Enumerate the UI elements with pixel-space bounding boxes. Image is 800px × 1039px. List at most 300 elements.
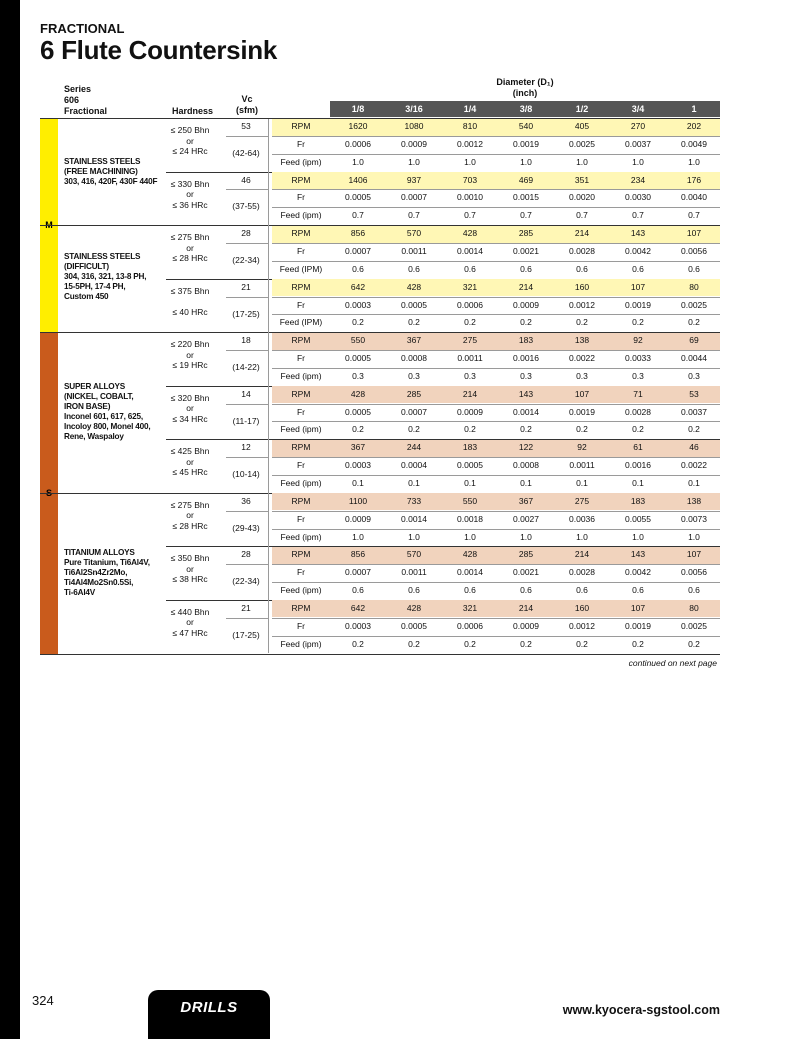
vc-divider: [226, 618, 268, 619]
hardness-cell: [166, 607, 214, 639]
vc-range: (37-55): [232, 201, 260, 212]
fr-value: 0.0006: [345, 138, 371, 149]
rpm-value: 642: [350, 281, 366, 292]
vc-separator: [268, 279, 269, 333]
fr-row-label: Fr: [296, 192, 306, 203]
vc-value: 53: [241, 121, 251, 131]
rpm-value: 46: [689, 442, 699, 453]
fr-value: 0.0008: [401, 353, 427, 364]
hardness-cell: [166, 446, 214, 478]
vc-separator: [268, 439, 269, 493]
fr-value: 0.0044: [681, 353, 707, 364]
feed-value: 0.6: [408, 263, 420, 274]
feed-value: 0.2: [576, 317, 588, 328]
feed-value: 0.1: [520, 478, 532, 488]
material-line: (DIFFICULT): [64, 262, 109, 271]
rpm-value: 733: [406, 495, 422, 506]
rpm-value: 367: [518, 495, 534, 506]
page-kicker: FRACTIONAL: [40, 21, 125, 36]
fr-value: 0.0007: [345, 567, 371, 578]
fr-value: 0.0014: [513, 406, 539, 417]
feed-value: 0.6: [632, 585, 644, 596]
fr-value: 0.0003: [345, 299, 371, 310]
rpm-value: 69: [689, 335, 699, 346]
material-line: SUPER ALLOYS: [64, 382, 125, 391]
rpm-value: 428: [350, 388, 366, 399]
fr-value: 0.0027: [513, 513, 539, 524]
feed-value: 0.2: [688, 317, 700, 328]
rpm-value: 367: [350, 442, 366, 453]
material-line: Pure Titanium, Ti6Al4V,: [64, 558, 150, 567]
fr-value: 0.0011: [401, 245, 427, 256]
fr-value: 0.0005: [457, 460, 483, 471]
feed-value: 0.3: [464, 370, 476, 381]
feed-value: 1.0: [688, 531, 700, 542]
fr-value: 0.0028: [569, 567, 595, 578]
feed-value: 0.3: [352, 370, 364, 381]
vc-divider: [226, 511, 268, 512]
feed-value: 1.0: [464, 156, 476, 167]
rpm-value: 214: [518, 281, 534, 292]
material-line: IRON BASE): [64, 402, 111, 411]
hardness-line: or: [186, 510, 194, 521]
feed-row-label: Feed (IPM): [279, 263, 323, 274]
rpm-value: 71: [633, 388, 643, 399]
hardness-line: ≤ 38 HRc: [172, 574, 208, 585]
hardness-line: or: [186, 349, 194, 360]
feed-value: 0.6: [576, 263, 588, 274]
fr-value: 0.0055: [625, 513, 651, 524]
hardness-line: ≤ 34 HRc: [172, 413, 208, 424]
feed-value: 1.0: [576, 156, 588, 167]
material-line: Inconel 601, 617, 625,: [64, 412, 143, 421]
hardness-header: Hardness: [172, 106, 214, 116]
feed-value: 1.0: [408, 156, 420, 167]
material-line: Ti4Al4Mo2Sn0.5Si,: [64, 578, 134, 587]
rpm-value: 53: [689, 388, 699, 399]
rpm-value: 540: [518, 121, 534, 131]
vc-separator: [268, 386, 269, 440]
rpm-value: 550: [462, 495, 478, 506]
rpm-value: 1406: [348, 174, 368, 185]
rpm-value: 270: [630, 121, 646, 131]
fr-value: 0.0005: [345, 406, 371, 417]
rpm-value: 138: [574, 335, 590, 346]
fr-value: 0.0022: [569, 353, 595, 364]
fr-value: 0.0004: [401, 460, 427, 471]
fr-value: 0.0042: [625, 245, 651, 256]
section-tab-label: DRILLS: [180, 999, 238, 1016]
feed-value: 0.7: [352, 210, 364, 221]
feed-value: 0.2: [352, 638, 364, 649]
fr-value: 0.0025: [681, 620, 707, 631]
diameter-header: [330, 77, 720, 99]
hardness-line: ≤ 28 HRc: [172, 520, 208, 531]
vc-range: (42-64): [232, 147, 260, 158]
feed-value: 0.6: [688, 263, 700, 274]
rpm-value: 937: [406, 174, 422, 185]
hardness-line: ≤ 24 HRc: [172, 146, 208, 156]
fr-value: 0.0005: [401, 620, 427, 631]
material-cell: [64, 157, 157, 187]
series-line: 606: [64, 95, 80, 105]
fr-value: 0.0040: [681, 192, 707, 203]
vc-separator: [268, 332, 269, 386]
fr-value: 0.0011: [569, 460, 595, 471]
vc-divider: [226, 350, 268, 351]
rpm-value: 107: [630, 602, 646, 613]
rpm-value: 285: [518, 228, 534, 239]
fr-value: 0.0005: [345, 192, 371, 203]
rpm-value: 107: [630, 281, 646, 292]
feed-value: 1.0: [632, 531, 644, 542]
fr-value: 0.0007: [345, 245, 371, 256]
rpm-row-label: RPM: [291, 602, 311, 613]
fr-row-label: Fr: [296, 245, 306, 256]
fr-value: 0.0016: [625, 460, 651, 471]
vc-divider: [226, 564, 268, 565]
feed-value: 1.0: [576, 531, 588, 542]
feed-value: 0.2: [632, 424, 644, 435]
feed-value: 0.1: [576, 478, 588, 488]
rpm-value: 428: [462, 549, 478, 560]
vc-divider: [226, 404, 268, 405]
rpm-value: 275: [574, 495, 590, 506]
feed-value: 0.6: [632, 263, 644, 274]
material-line: STAINLESS STEELS: [64, 252, 141, 261]
vc-range: (22-34): [232, 254, 260, 265]
fr-value: 0.0019: [569, 406, 595, 417]
rpm-value: 570: [406, 228, 422, 239]
diameter-header-line: Diameter (D₁): [496, 77, 554, 87]
rpm-value: 469: [518, 174, 534, 185]
rpm-row-label: RPM: [291, 228, 311, 239]
feed-value: 1.0: [352, 531, 364, 542]
rpm-value: 214: [462, 388, 478, 399]
vc-value: 18: [241, 335, 251, 346]
feed-value: 0.2: [408, 317, 420, 328]
hardness-line: or: [186, 135, 194, 146]
rpm-value: 176: [686, 174, 702, 185]
hardness-line: ≤ 440 Bhn: [170, 606, 210, 617]
rpm-row-label: RPM: [291, 549, 311, 560]
vc-header-line: (sfm): [236, 105, 258, 115]
material-line: Ti6Al2Sn4Zr2Mo,: [64, 568, 128, 577]
material-cell: [64, 548, 150, 598]
feed-value: 0.2: [688, 638, 700, 649]
material-line: Ti-6Al4V: [64, 588, 96, 597]
vc-value: 46: [241, 174, 251, 185]
fr-value: 0.0073: [681, 513, 707, 524]
rpm-value: 143: [630, 228, 646, 239]
diameter-header-line: (inch): [512, 88, 538, 98]
fr-value: 0.0022: [681, 460, 707, 471]
feed-row-label: Feed (IPM): [279, 317, 323, 328]
fr-value: 0.0006: [457, 299, 483, 310]
vc-range: (29-43): [232, 522, 260, 533]
rpm-row-label: RPM: [291, 442, 311, 453]
left-edge-bar: [0, 0, 20, 1039]
rpm-value: 143: [518, 388, 534, 399]
fr-row-label: Fr: [296, 567, 306, 578]
vc-value: 28: [241, 228, 251, 239]
feed-value: 1.0: [408, 531, 420, 542]
fr-value: 0.0020: [569, 192, 595, 203]
vc-separator: [268, 546, 269, 600]
feed-value: 0.2: [464, 638, 476, 649]
rpm-value: 61: [633, 442, 643, 453]
vc-separator: [268, 600, 269, 654]
rpm-value: 143: [630, 549, 646, 560]
hardness-cell: [166, 393, 214, 425]
hardness-line: ≤ 40 HRc: [172, 306, 208, 317]
feed-row-label: Feed (ipm): [280, 531, 322, 542]
hardness-line: ≤ 275 Bhn: [170, 499, 210, 510]
feed-value: 0.2: [408, 638, 420, 649]
rpm-value: 351: [574, 174, 590, 185]
diameter-size-label: 1: [691, 104, 697, 114]
feed-value: 0.6: [520, 263, 532, 274]
feed-value: 0.3: [576, 370, 588, 381]
hardness-line: ≤ 330 Bhn: [170, 178, 210, 189]
rpm-value: 275: [462, 335, 478, 346]
feed-value: 0.6: [352, 585, 364, 596]
vc-range: (17-25): [232, 308, 260, 319]
feed-value: 0.7: [688, 210, 700, 221]
rpm-row-label: RPM: [291, 281, 311, 292]
vc-value: 36: [241, 495, 251, 506]
hardness-line: or: [186, 456, 194, 467]
rpm-value: 107: [574, 388, 590, 399]
rpm-row-label: RPM: [291, 174, 311, 185]
rpm-value: 122: [518, 442, 534, 453]
feed-row-label: Feed (ipm): [280, 370, 322, 381]
feed-value: 0.3: [688, 370, 700, 381]
hardness-line: ≤ 36 HRc: [172, 199, 208, 210]
fr-value: 0.0009: [345, 513, 371, 524]
fr-row-label: Fr: [296, 513, 306, 524]
hardness-cell: [166, 125, 214, 157]
feed-value: 0.2: [352, 424, 364, 435]
hardness-line: or: [186, 617, 194, 628]
hardness-cell: [166, 553, 214, 585]
material-cell: [64, 382, 150, 442]
fr-value: 0.0036: [569, 513, 595, 524]
diameter-size-header-row: [330, 101, 720, 117]
rpm-value: 1620: [348, 121, 368, 131]
feed-value: 0.2: [352, 317, 364, 328]
feed-value: 0.2: [408, 424, 420, 435]
hardness-line: or: [186, 563, 194, 574]
feed-row-label: Feed (ipm): [280, 478, 322, 488]
hardness-line: [166, 296, 214, 307]
hardness-cell: [166, 286, 214, 318]
rpm-value: 138: [686, 495, 702, 506]
rpm-value: 1100: [348, 495, 368, 506]
fr-value: 0.0049: [681, 138, 707, 149]
fr-value: 0.0021: [513, 567, 539, 578]
rpm-value: 183: [518, 335, 534, 346]
feed-value: 1.0: [464, 531, 476, 542]
fr-value: 0.0003: [345, 620, 371, 631]
feed-value: 0.6: [352, 263, 364, 274]
feed-value: 0.7: [632, 210, 644, 221]
fr-value: 0.0019: [625, 299, 651, 310]
vc-header-line: Vc: [241, 94, 253, 104]
feed-value: 1.0: [688, 156, 700, 167]
fr-value: 0.0056: [681, 567, 707, 578]
feed-value: 0.2: [632, 638, 644, 649]
hardness-line: or: [186, 403, 194, 414]
hardness-line: ≤ 45 HRc: [172, 467, 208, 478]
fr-value: 0.0009: [401, 138, 427, 149]
rpm-row-label: RPM: [291, 121, 311, 131]
rpm-value: 321: [462, 281, 478, 292]
rpm-value: 107: [686, 228, 702, 239]
fr-value: 0.0009: [513, 620, 539, 631]
fr-value: 0.0028: [625, 406, 651, 417]
hardness-line: ≤ 350 Bhn: [170, 553, 210, 564]
hardness-line: or: [186, 242, 194, 253]
fr-row-label: Fr: [296, 138, 306, 149]
fr-row-label: Fr: [296, 406, 306, 417]
fr-value: 0.0005: [345, 353, 371, 364]
fr-value: 0.0016: [513, 353, 539, 364]
rpm-value: 107: [686, 549, 702, 560]
feed-row-label: Feed (ipm): [280, 585, 322, 596]
rpm-value: 214: [574, 549, 590, 560]
diameter-size-label: 3/4: [631, 104, 645, 114]
fr-value: 0.0009: [513, 299, 539, 310]
material-line: STAINLESS STEELS: [64, 157, 141, 166]
rpm-value: 80: [689, 281, 699, 292]
fr-value: 0.0012: [457, 138, 483, 149]
rpm-value: 92: [633, 335, 643, 346]
diameter-size-label: 1/2: [575, 104, 589, 114]
fr-value: 0.0037: [681, 406, 707, 417]
fr-value: 0.0018: [457, 513, 483, 524]
series-line: Series: [64, 84, 92, 94]
hardness-line: ≤ 275 Bhn: [170, 232, 210, 243]
table-top-line: [40, 118, 720, 119]
feed-value: 0.2: [520, 424, 532, 435]
feed-value: 0.1: [352, 478, 364, 488]
feed-value: 0.2: [520, 317, 532, 328]
feed-value: 0.6: [688, 585, 700, 596]
rpm-value: 160: [574, 281, 590, 292]
rpm-value: 285: [406, 388, 422, 399]
feed-row-label: Feed (ipm): [280, 156, 322, 167]
page-title: 6 Flute Countersink: [40, 35, 277, 65]
fr-value: 0.0009: [457, 406, 483, 417]
feed-value: 0.7: [576, 210, 588, 221]
material-line: (NICKEL, COBALT,: [64, 392, 134, 401]
rpm-value: 810: [462, 121, 478, 131]
feed-value: 1.0: [520, 156, 532, 167]
fr-value: 0.0025: [681, 299, 707, 310]
rpm-value: 703: [462, 174, 478, 185]
feed-value: 0.2: [464, 424, 476, 435]
feed-row-label: Feed (ipm): [280, 210, 322, 221]
rpm-value: 428: [462, 228, 478, 239]
fr-value: 0.0030: [625, 192, 651, 203]
website-url: www.kyocera-sgstool.com: [562, 1003, 720, 1017]
hardness-line: ≤ 375 Bhn: [170, 285, 210, 296]
feed-value: 0.1: [464, 478, 476, 488]
feed-value: 0.1: [408, 478, 420, 488]
feed-value: 0.7: [408, 210, 420, 221]
fr-value: 0.0003: [345, 460, 371, 471]
fr-value: 0.0006: [457, 620, 483, 631]
material-line: Incoloy 800, Monel 400,: [64, 422, 151, 431]
rpm-value: 285: [518, 549, 534, 560]
rpm-value: 856: [350, 228, 366, 239]
rpm-row-label: RPM: [291, 495, 311, 506]
vc-range: (14-22): [232, 362, 260, 373]
feed-value: 0.3: [408, 370, 420, 381]
vc-divider: [226, 189, 268, 190]
rpm-value: 550: [350, 335, 366, 346]
hardness-line: ≤ 250 Bhn: [170, 125, 210, 135]
vc-value: 21: [241, 281, 251, 292]
rpm-value: 244: [406, 442, 422, 453]
feed-value: 0.3: [520, 370, 532, 381]
rpm-value: 570: [406, 549, 422, 560]
hardness-cell: [166, 179, 214, 211]
hardness-line: ≤ 425 Bhn: [170, 446, 210, 457]
vc-value: 28: [241, 549, 251, 560]
feed-value: 1.0: [632, 156, 644, 167]
rpm-value: 321: [462, 602, 478, 613]
feed-value: 0.6: [464, 263, 476, 274]
fr-value: 0.0021: [513, 245, 539, 256]
fr-value: 0.0011: [457, 353, 483, 364]
group-divider: [40, 654, 720, 655]
rpm-value: 214: [574, 228, 590, 239]
hardness-line: ≤ 19 HRc: [172, 360, 208, 371]
feed-value: 0.2: [464, 317, 476, 328]
fr-value: 0.0025: [569, 138, 595, 149]
material-line: Rene, Waspaloy: [64, 432, 124, 441]
hardness-cell: [166, 339, 214, 371]
vc-header: [232, 94, 262, 116]
feed-value: 0.2: [576, 638, 588, 649]
diameter-size-label: 3/8: [519, 104, 533, 114]
vc-divider: [226, 297, 268, 298]
rpm-value: 1080: [404, 121, 424, 131]
vc-range: (17-25): [232, 629, 260, 640]
diameter-size-label: 3/16: [405, 104, 423, 114]
vc-divider: [226, 243, 268, 244]
fr-value: 0.0014: [457, 245, 483, 256]
hardness-line: or: [186, 189, 194, 200]
rpm-value: 80: [689, 602, 699, 613]
hardness-line: ≤ 47 HRc: [172, 627, 208, 638]
fr-value: 0.0012: [569, 299, 595, 310]
fr-value: 0.0008: [513, 460, 539, 471]
fr-value: 0.0028: [569, 245, 595, 256]
rpm-value: 428: [406, 281, 422, 292]
feed-value: 0.7: [464, 210, 476, 221]
hardness-cell: [166, 500, 214, 532]
vc-divider: [226, 457, 268, 458]
feed-value: 0.2: [632, 317, 644, 328]
material-line: TITANIUM ALLOYS: [64, 548, 135, 557]
page-number: 324: [32, 993, 54, 1008]
feed-value: 0.2: [520, 638, 532, 649]
hardness-line: ≤ 220 Bhn: [170, 339, 210, 350]
fr-row-label: Fr: [296, 299, 306, 310]
